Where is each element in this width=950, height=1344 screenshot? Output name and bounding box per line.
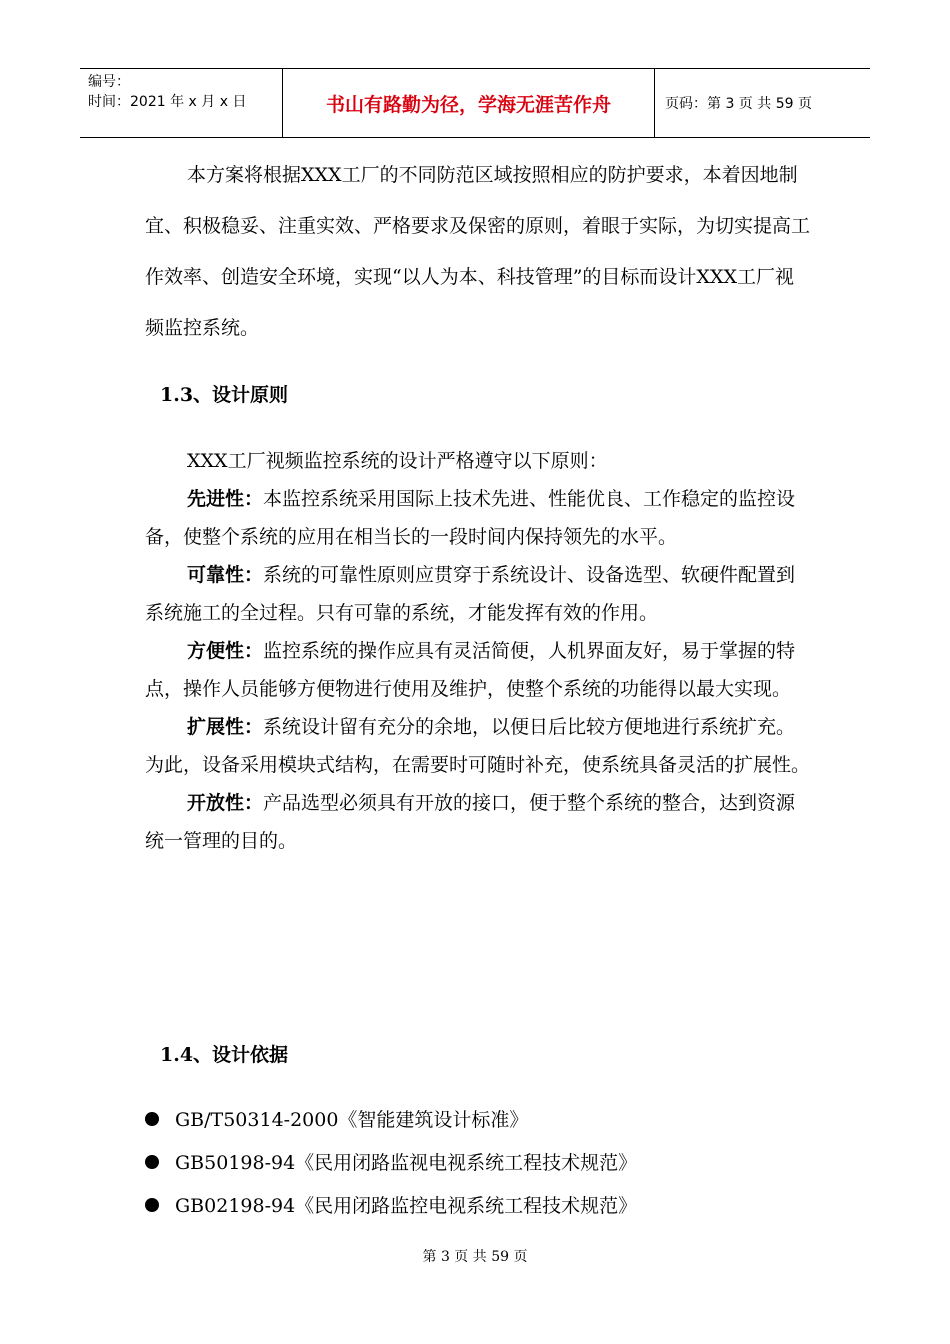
- number-label: 编号：: [88, 74, 130, 90]
- principles-lead: XXX工厂视频监控系统的设计严格遵守以下原则：: [187, 450, 608, 472]
- list-item: [145, 1183, 637, 1226]
- standards-list: [145, 1097, 637, 1226]
- principle-keyword: 开放性：: [187, 792, 264, 814]
- page-header: [80, 68, 870, 138]
- principle-text: 本监控系统采用国际上技术先进、性能优良、工作稳定的监控设备，使整个系统的应用在相当长的一段时间内保持领先的水平。: [145, 488, 796, 548]
- standard-text: GB/T50314-2000《智能建筑设计标准》: [175, 1109, 529, 1131]
- bullet-icon: [145, 1155, 159, 1169]
- header-meta: [80, 69, 282, 137]
- principle-item: [145, 480, 810, 556]
- principle-text: 产品选型必须具有开放的接口，便于整个系统的整合，达到资源统一管理的目的。: [145, 792, 796, 852]
- principles-block: [145, 442, 810, 860]
- standard-text: GB50198-94《民用闭路监视电视系统工程技术规范》: [175, 1152, 638, 1174]
- principle-keyword: 方便性：: [187, 640, 264, 662]
- header-page-info: 页码：第 3 页 共 59 页: [665, 96, 812, 112]
- principle-text: 系统设计留有充分的余地，以便日后比较方便地进行系统扩充。为此，设备采用模块式结构，在需要时可随时补充，使系统具备灵活的扩展性。: [145, 716, 811, 776]
- section-title-1-4: 1.4、设计依据: [160, 1044, 289, 1066]
- page-footer: 第 3 页 共 59 页: [422, 1249, 528, 1265]
- principle-item: [145, 784, 810, 860]
- principle-keyword: 可靠性：: [187, 564, 264, 586]
- principle-text: 监控系统的操作应具有灵活简便，人机界面友好，易于掌握的特点，操作人员能够方便物进行使用及维护，使整个系统的功能得以最大实现。: [145, 640, 796, 700]
- section-title-1-3: 1.3、设计原则: [160, 384, 289, 406]
- principle-keyword: 扩展性：: [187, 716, 264, 738]
- principle-keyword: 先进性：: [187, 488, 264, 510]
- principle-item: [145, 556, 810, 632]
- intro-paragraph: 本方案将根据XXX工厂的不同防范区域按照相应的防护要求，本着因地制宜、积极稳妥、注重实效、严格要求及保密的原则，着眼于实际，为切实提高工作效率、创造安全环境，实现“以人为本、科技管理”的目标而设计XXX工厂视频监控系统。: [145, 164, 811, 339]
- bullet-icon: [145, 1112, 159, 1126]
- list-item: [145, 1097, 637, 1140]
- bullet-icon: [145, 1198, 159, 1212]
- intro-block: [145, 150, 810, 354]
- standard-text: GB02198-94《民用闭路监控电视系统工程技术规范》: [175, 1195, 638, 1217]
- list-item: [145, 1140, 637, 1183]
- time-label: 时间：2021 年 x 月 x 日: [88, 94, 247, 110]
- header-motto: 书山有路勤为径，学海无涯苦作舟: [282, 69, 655, 137]
- principle-text: 系统的可靠性原则应贯穿于系统设计、设备选型、软硬件配置到系统施工的全过程。只有可靠的系统，才能发挥有效的作用。: [145, 564, 796, 624]
- principle-item: [145, 708, 810, 784]
- principle-item: [145, 632, 810, 708]
